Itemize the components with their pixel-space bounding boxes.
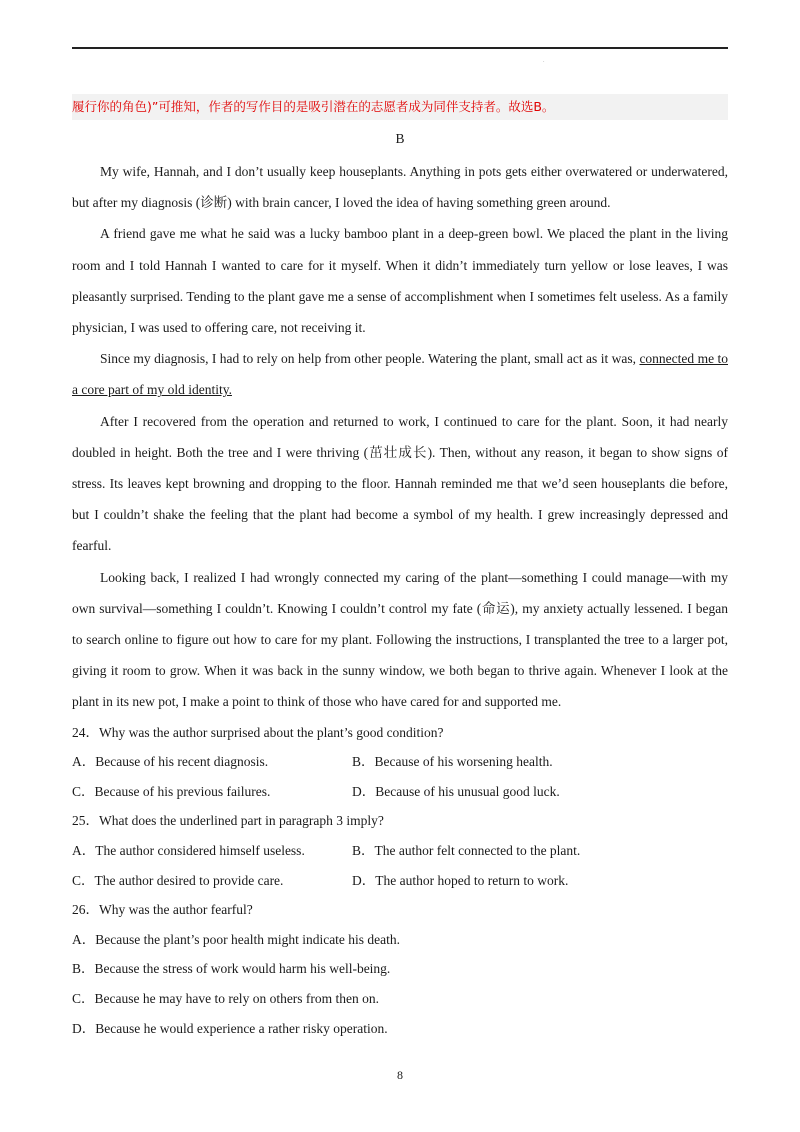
question-26-option-d: D．Because he would experience a rather risky operation. [72, 1020, 388, 1036]
passage-paragraph-3 [72, 343, 728, 405]
passage-paragraph-5: Looking back, I realized I had wrongly connected my caring of the plant—something I could manage—with my own survival—something I couldn’t. Knowing I couldn’t control my fate (命运), my anxiety actually lessened. I began to search online to figure out how to care for my plant. Following the instructions, I transplanted the tree to a larger pot, giving it room to grow. When it was back in the sunny window, we both began to thrive again. Whenever I look at the plant in its new pot, I make a point to think of those who have cared for and supported me. [72, 569, 728, 710]
header-mark: . [543, 58, 545, 64]
question-26-option-b: B．Because the stress of work would harm his well-being. [72, 961, 391, 977]
question-25-options-row-1 [72, 836, 728, 866]
question-24-option-b: B．Because of his worsening health. [352, 754, 553, 770]
page-number: 8 [397, 1068, 403, 1082]
question-24-option-a: A．Because of his recent diagnosis. [72, 754, 269, 770]
header-rule [72, 47, 728, 49]
answer-explanation: 履行你的角色)”可推知，作者的写作目的是吸引潜在的志愿者成为同伴支持者。故选B。 [72, 94, 728, 120]
question-24-options-row-2 [72, 777, 728, 807]
question-25-options-row-2 [72, 866, 728, 896]
question-24-stem: 24．Why was the author surprised about the plant’s good condition? [72, 724, 444, 740]
passage-paragraph-4: After I recovered from the operation and returned to work, I continued to care for the plant. Soon, it had nearly doubled in height. Both the tree and I were thriving (茁壮成长). Then, without any reason, it began to show signs of stress. Its leaves kept browning and dropping to the floor. Hannah reminded me that we’d seen houseplants die before, but I couldn’t shake the feeling that the plant had become a symbol of my health. I grew increasingly depressed and fearful. [72, 413, 728, 554]
paragraph-3-text: Since my diagnosis, I had to rely on help from other people. Watering the plant, small act as it was, [100, 351, 640, 367]
question-26-stem: 26．Why was the author fearful? [72, 902, 253, 918]
question-24-option-d: D．Because of his unusual good luck. [352, 783, 560, 799]
passage-paragraph-1: My wife, Hannah, and I don’t usually keep houseplants. Anything in pots gets either overwatered or underwatered, but after my diagnosis (诊断) with brain cancer, I loved the idea of having something green around. [72, 164, 728, 211]
question-25-option-b: B．The author felt connected to the plant. [352, 843, 581, 859]
page-content [72, 94, 728, 1043]
underlined-phrase: connected me to a core part of my old identity. [72, 351, 728, 398]
question-24-options-row-1 [72, 747, 728, 777]
section-label: B [395, 131, 405, 146]
passage-paragraph-2: A friend gave me what he said was a lucky bamboo plant in a deep-green bowl. We placed the plant in the living room and I told Hannah I wanted to care for it myself. When it didn’t immediately turn yellow or lose leaves, I was pleasantly surprised. Tending to the plant gave me a sense of accomplishment when I sometimes felt useless. As a family physician, I was used to offering care, not receiving it. [72, 226, 728, 336]
question-24-option-c: C．Because of his previous failures. [72, 783, 271, 799]
question-26-option-c: C．Because he may have to rely on others from then on. [72, 991, 380, 1006]
question-25-option-d: D．The author hoped to return to work. [352, 872, 569, 888]
question-26-option-a: A．Because the plant’s poor health might indicate his death. [72, 931, 401, 947]
question-25-option-c: C．The author desired to provide care. [72, 872, 284, 888]
question-25-option-a: A．The author considered himself useless. [72, 843, 305, 859]
question-25-stem: 25．What does the underlined part in paragraph 3 imply? [72, 813, 384, 829]
